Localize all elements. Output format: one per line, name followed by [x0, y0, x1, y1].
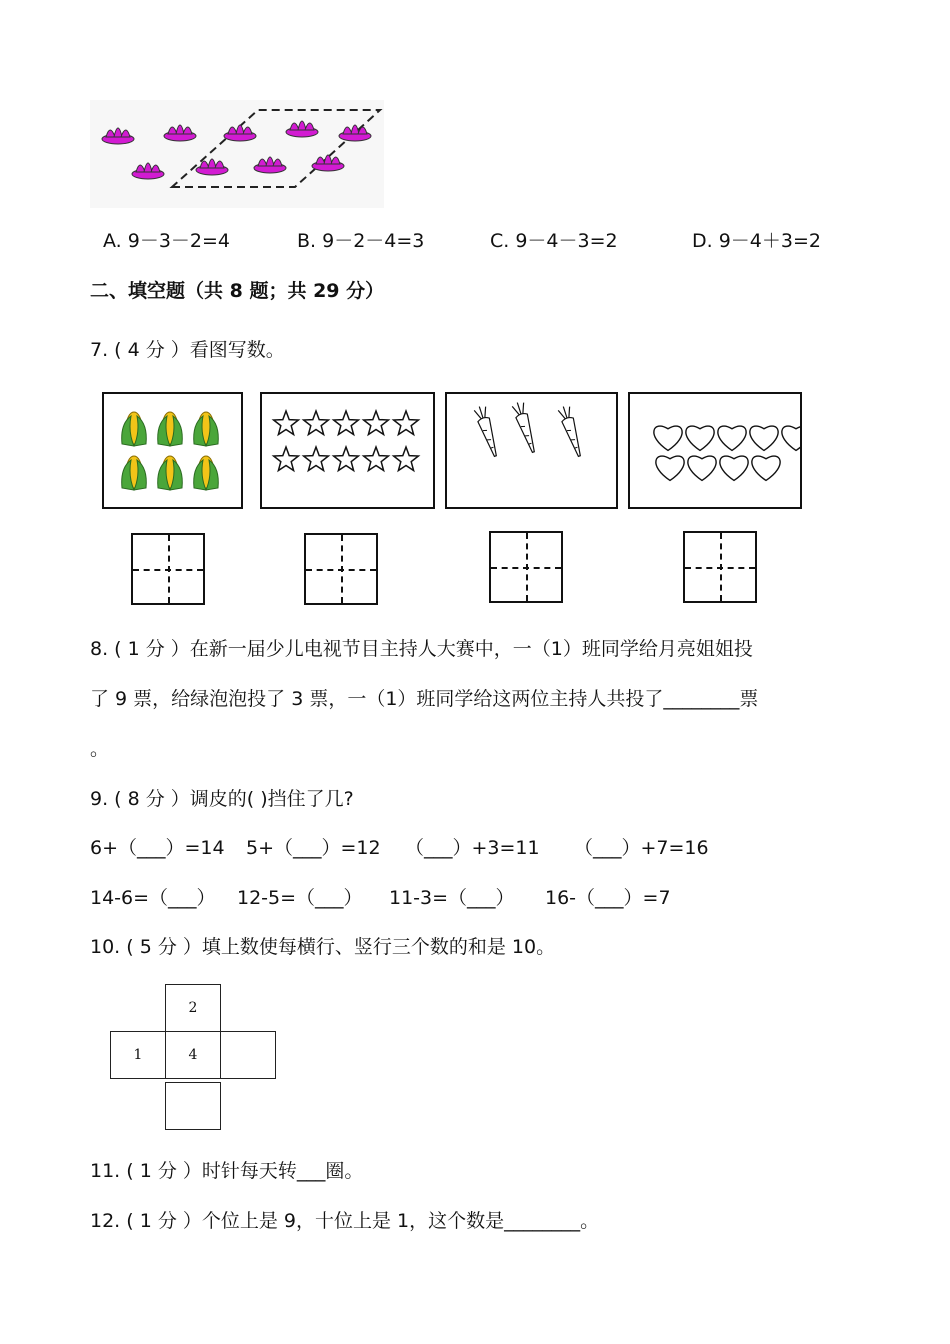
q8-line3: 。: [90, 738, 110, 760]
option-b[interactable]: B. 9－2－4=3: [297, 230, 425, 252]
corn-icon: [194, 412, 219, 446]
star-icon: [274, 447, 299, 471]
option-c[interactable]: C. 9－4－3=2: [490, 230, 618, 252]
lotus-flower-icon: [254, 157, 286, 173]
q8-line2: 了 9 票，给绿泡泡投了 3 票，一（1）班同学给这两位主持人共投了________票: [90, 688, 759, 710]
picture-box-carrots: [445, 392, 618, 509]
cross-cell-left[interactable]: 1: [110, 1031, 166, 1079]
star-icon: [334, 411, 359, 435]
q9-eq-4[interactable]: （___）+7=16: [574, 837, 709, 859]
star-icon: [364, 411, 389, 435]
q9-eq-8[interactable]: 16-（___）=7: [545, 887, 671, 909]
carrots-picture: [447, 394, 616, 507]
q9-text: 9. ( 8 分 ）调皮的( )挡住了几?: [90, 788, 354, 810]
q7-text: 7. ( 4 分 ）看图写数。: [90, 339, 285, 361]
heart-icon: [750, 426, 778, 450]
star-icon: [394, 411, 419, 435]
q9-eq-5[interactable]: 14-6=（___）: [90, 887, 216, 909]
flower-figure-svg: [90, 100, 384, 208]
q6-figure: [90, 100, 384, 208]
q9-eq-6[interactable]: 12-5=（___）: [237, 887, 363, 909]
stars-picture: [262, 394, 433, 507]
heart-icon: [686, 426, 714, 450]
answer-grid-3[interactable]: [489, 531, 563, 603]
option-a[interactable]: A. 9－3－2=4: [103, 230, 231, 252]
star-icon: [304, 447, 329, 471]
lotus-flower-icon: [312, 155, 344, 171]
picture-box-corn: [102, 392, 243, 509]
carrot-icon: [512, 401, 539, 454]
answer-grid-1[interactable]: [131, 533, 205, 605]
answer-grid-4[interactable]: [683, 531, 757, 603]
lotus-flower-icon: [102, 128, 134, 144]
q8-line1: 8. ( 1 分 ）在新一届少儿电视节目主持人大赛中，一（1）班同学给月亮姐姐投: [90, 638, 753, 660]
q9-eq-3[interactable]: （___）+3=11: [405, 837, 540, 859]
heart-icon: [654, 426, 682, 450]
carrot-icon: [558, 405, 585, 458]
star-icon: [274, 411, 299, 435]
q9-eq-1[interactable]: 6+（___）=14: [90, 837, 225, 859]
heart-icon: [720, 456, 748, 480]
corn-icon: [122, 412, 147, 446]
lotus-flower-icon: [224, 125, 256, 141]
corn-icon: [122, 456, 147, 490]
section-title: 二、填空题（共 8 题；共 29 分）: [90, 280, 385, 302]
heart-icon: [782, 426, 800, 450]
lotus-flower-icon: [286, 121, 318, 137]
q9-eq-2[interactable]: 5+（___）=12: [246, 837, 381, 859]
answer-grid-2[interactable]: [304, 533, 378, 605]
star-icon: [394, 447, 419, 471]
heart-icon: [718, 426, 746, 450]
heart-icon: [688, 456, 716, 480]
star-icon: [334, 447, 359, 471]
lotus-flower-icon: [339, 125, 371, 141]
hearts-picture: [630, 394, 800, 507]
corn-icon: [158, 412, 183, 446]
cross-cell-center[interactable]: 4: [165, 1031, 221, 1079]
option-d[interactable]: D. 9－4＋3=2: [692, 230, 821, 252]
picture-box-hearts: [628, 392, 802, 509]
star-icon: [364, 447, 389, 471]
corn-icon: [194, 456, 219, 490]
cross-cell-top[interactable]: 2: [165, 984, 221, 1032]
corn-icon: [158, 456, 183, 490]
carrot-icon: [474, 405, 501, 458]
q12-text: 12. ( 1 分 ）个位上是 9，十位上是 1，这个数是________。: [90, 1210, 600, 1232]
lotus-flower-icon: [164, 125, 196, 141]
dashed-parallelogram: [172, 110, 380, 187]
heart-icon: [752, 456, 780, 480]
lotus-flower-icon: [132, 163, 164, 179]
q9-eq-7[interactable]: 11-3=（___）: [389, 887, 515, 909]
star-icon: [304, 411, 329, 435]
cross-cell-right[interactable]: [220, 1031, 276, 1079]
q11-text: 11. ( 1 分 ）时针每天转___圈。: [90, 1160, 364, 1182]
corn-picture: [104, 394, 241, 507]
q10-text: 10. ( 5 分 ）填上数使每横行、竖行三个数的和是 10。: [90, 936, 556, 958]
cross-cell-bottom[interactable]: [165, 1082, 221, 1130]
heart-icon: [656, 456, 684, 480]
picture-box-stars: [260, 392, 435, 509]
